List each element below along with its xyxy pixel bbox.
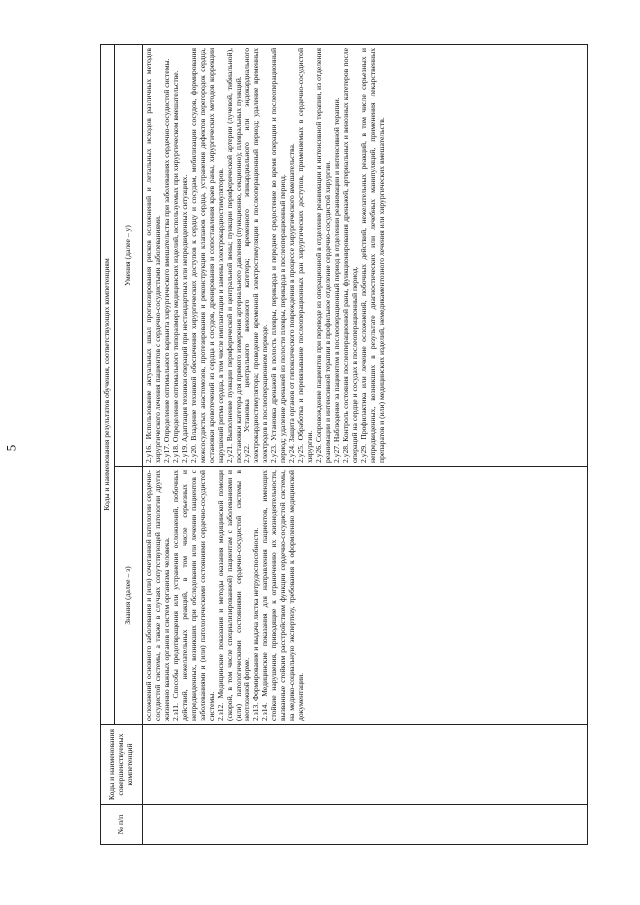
cell-knowledge — [143, 467, 588, 725]
skill-item: 2.у26. Сопровождение пациентов при переводе из операционной в отделение реанимации и интенсивной терапии, из отделения реанимации и интенсивной терапии в профильное отделение сердечно-сосудистой хирургии. — [314, 47, 333, 463]
cell-num — [143, 805, 588, 845]
knowledge-item: 2.з12. Медицинские показания и методы оказания медицинской помощи (скорой, в том числе специализированной) пациентам с заболеваниями и (или) патологическими состояниями сердечно-сосудистой системы в неотложной форме. — [215, 470, 252, 721]
knowledge-item: 2.з14. Медицинские показания для направления пациентов, имеющих стойкие нарушения, приводящие к ограничению их жизнедеятельности, вызванные стойким расстройством функции сердечно-сосудистой системы, на медико-социальную экспертизу, требования к оформлению медицинской документации. — [260, 470, 306, 721]
knowledge-item: 2.з13. Формирование и выдача листка нетрудоспособности. — [251, 527, 261, 721]
skill-item: 2.у29. Профилактика или лечение осложнений, побочных действий, нежелательных реакций, в том числе серьезных и непредвиденных, возникших в результате диагностических или лечебных манипуляций, применения лекарственных препаратов и (или) медицинских изделий, немедикаментозного лечения или хирургических вмешательств. — [358, 47, 386, 463]
skill-item: 2.у20. Владение техникой обеспечения хирургических доступов к сердцу и сосудам, мобилизации сосудов, формирования межсосудистых анастомозов, протезирования и реконструкции клапанов сердца, устранения дефектов перегородок сердца, остановки кровотечений из сердца и сосудов, дренирования и сопоставления краев раны, хирургических методов коррекции нарушений ритма сердца, в том числе имплантации и замены электрокардиостимуляторов. — [188, 47, 225, 463]
knowledge-item: 2.з11. Способы предотвращения или устранения осложнений, побочных действий, нежелательных реакций, в том числе серьезных и непредвиденных, возникших при обследовании или лечении пациентов с заболеваниями и (или) патологическими состояниями сердечно-сосудистой системы. — [170, 470, 216, 721]
skill-item: 2.у19. Адаптация техники операций при нестандартных или непредвиденных ситуациях. — [179, 174, 189, 463]
header-knowledge: Знания (далее – з) — [115, 467, 143, 725]
competency-table — [100, 44, 588, 845]
knowledge-list — [145, 470, 306, 721]
header-results: Коды и наименования результатов обучения, соответствующих компетенциям — [101, 44, 115, 724]
skill-item: 2.у25. Обработка и перевязывание послеоперационных ран хирургических доступов, применяемых в сердечно-сосудистой хирургии. — [296, 47, 315, 463]
header-num: № п/п — [101, 805, 143, 845]
skill-item: 2.у22. Установка центрального венозного катетера; временного эпикардиального или эндокардиального электрокардиостимулятора; проведение временной электростимуляции в послеоперационный период; удаление временных электродов в послеоперационном периоде. — [242, 47, 270, 463]
header-codes: Коды и наименования совершенствуемых компетенций — [101, 725, 143, 805]
skill-item: 2.у24. Защита органов от гипоксического повреждения в процессе хирургического вмешательства. — [287, 143, 297, 463]
knowledge-item: осложнений основного заболевания и (или) сочетанной патологии сердечно-сосудистой системы, а также в случаях сопутствующей патологии других жизненно важных органов и систем организма человека. — [144, 470, 171, 721]
header-skills: Умения (далее – у) — [115, 44, 143, 466]
skills-list — [145, 48, 387, 463]
rotated-table-container — [100, 45, 585, 845]
skill-item: 2.у27. Наблюдение за пациентом в послеоперационный период в отделении реанимации и интенсивной терапии. — [332, 97, 342, 463]
skill-item: 2.у16. Использование актуальных шкал прогнозирования рисков осложнений и летальных исходов различных методов хирургического лечения пациентов с сердечно-сосудистыми заболеваниями. — [144, 47, 162, 463]
page-number: 5 — [3, 444, 19, 452]
cell-skills — [143, 44, 588, 466]
skill-item: 2.у28. Контроль состояния послеоперационной раны, функционирования дренажей, артериальных и венозных катетеров после операций на сердце и сосудах в послеоперационный период. — [340, 47, 359, 463]
skill-item: 2.у21. Выполнение пункции периферической и центральной вены; пункции периферической артерии (лучевой, тибиальной), постановки катетера для прямого измерения артериального давления (пункционно, секционно); плевральных пункций. — [224, 47, 243, 463]
skill-item: 2.у17. Определение оптимального варианта хирургического вмешательства при заболеваниях сердечно-сосудистой системы. — [161, 58, 171, 463]
skill-item: 2.у18. Определение оптимального типоразмера медицинских изделий, используемых при хирургическом вмешательстве. — [170, 70, 180, 463]
cell-codes — [143, 725, 588, 805]
skill-item: 2.у23. Установка дренажей в полость плевры, перикарда и переднее средостение во время операции и послеоперационный период; удаление дренажей из полости плевры, перикарда в послеоперационный период. — [269, 47, 288, 463]
